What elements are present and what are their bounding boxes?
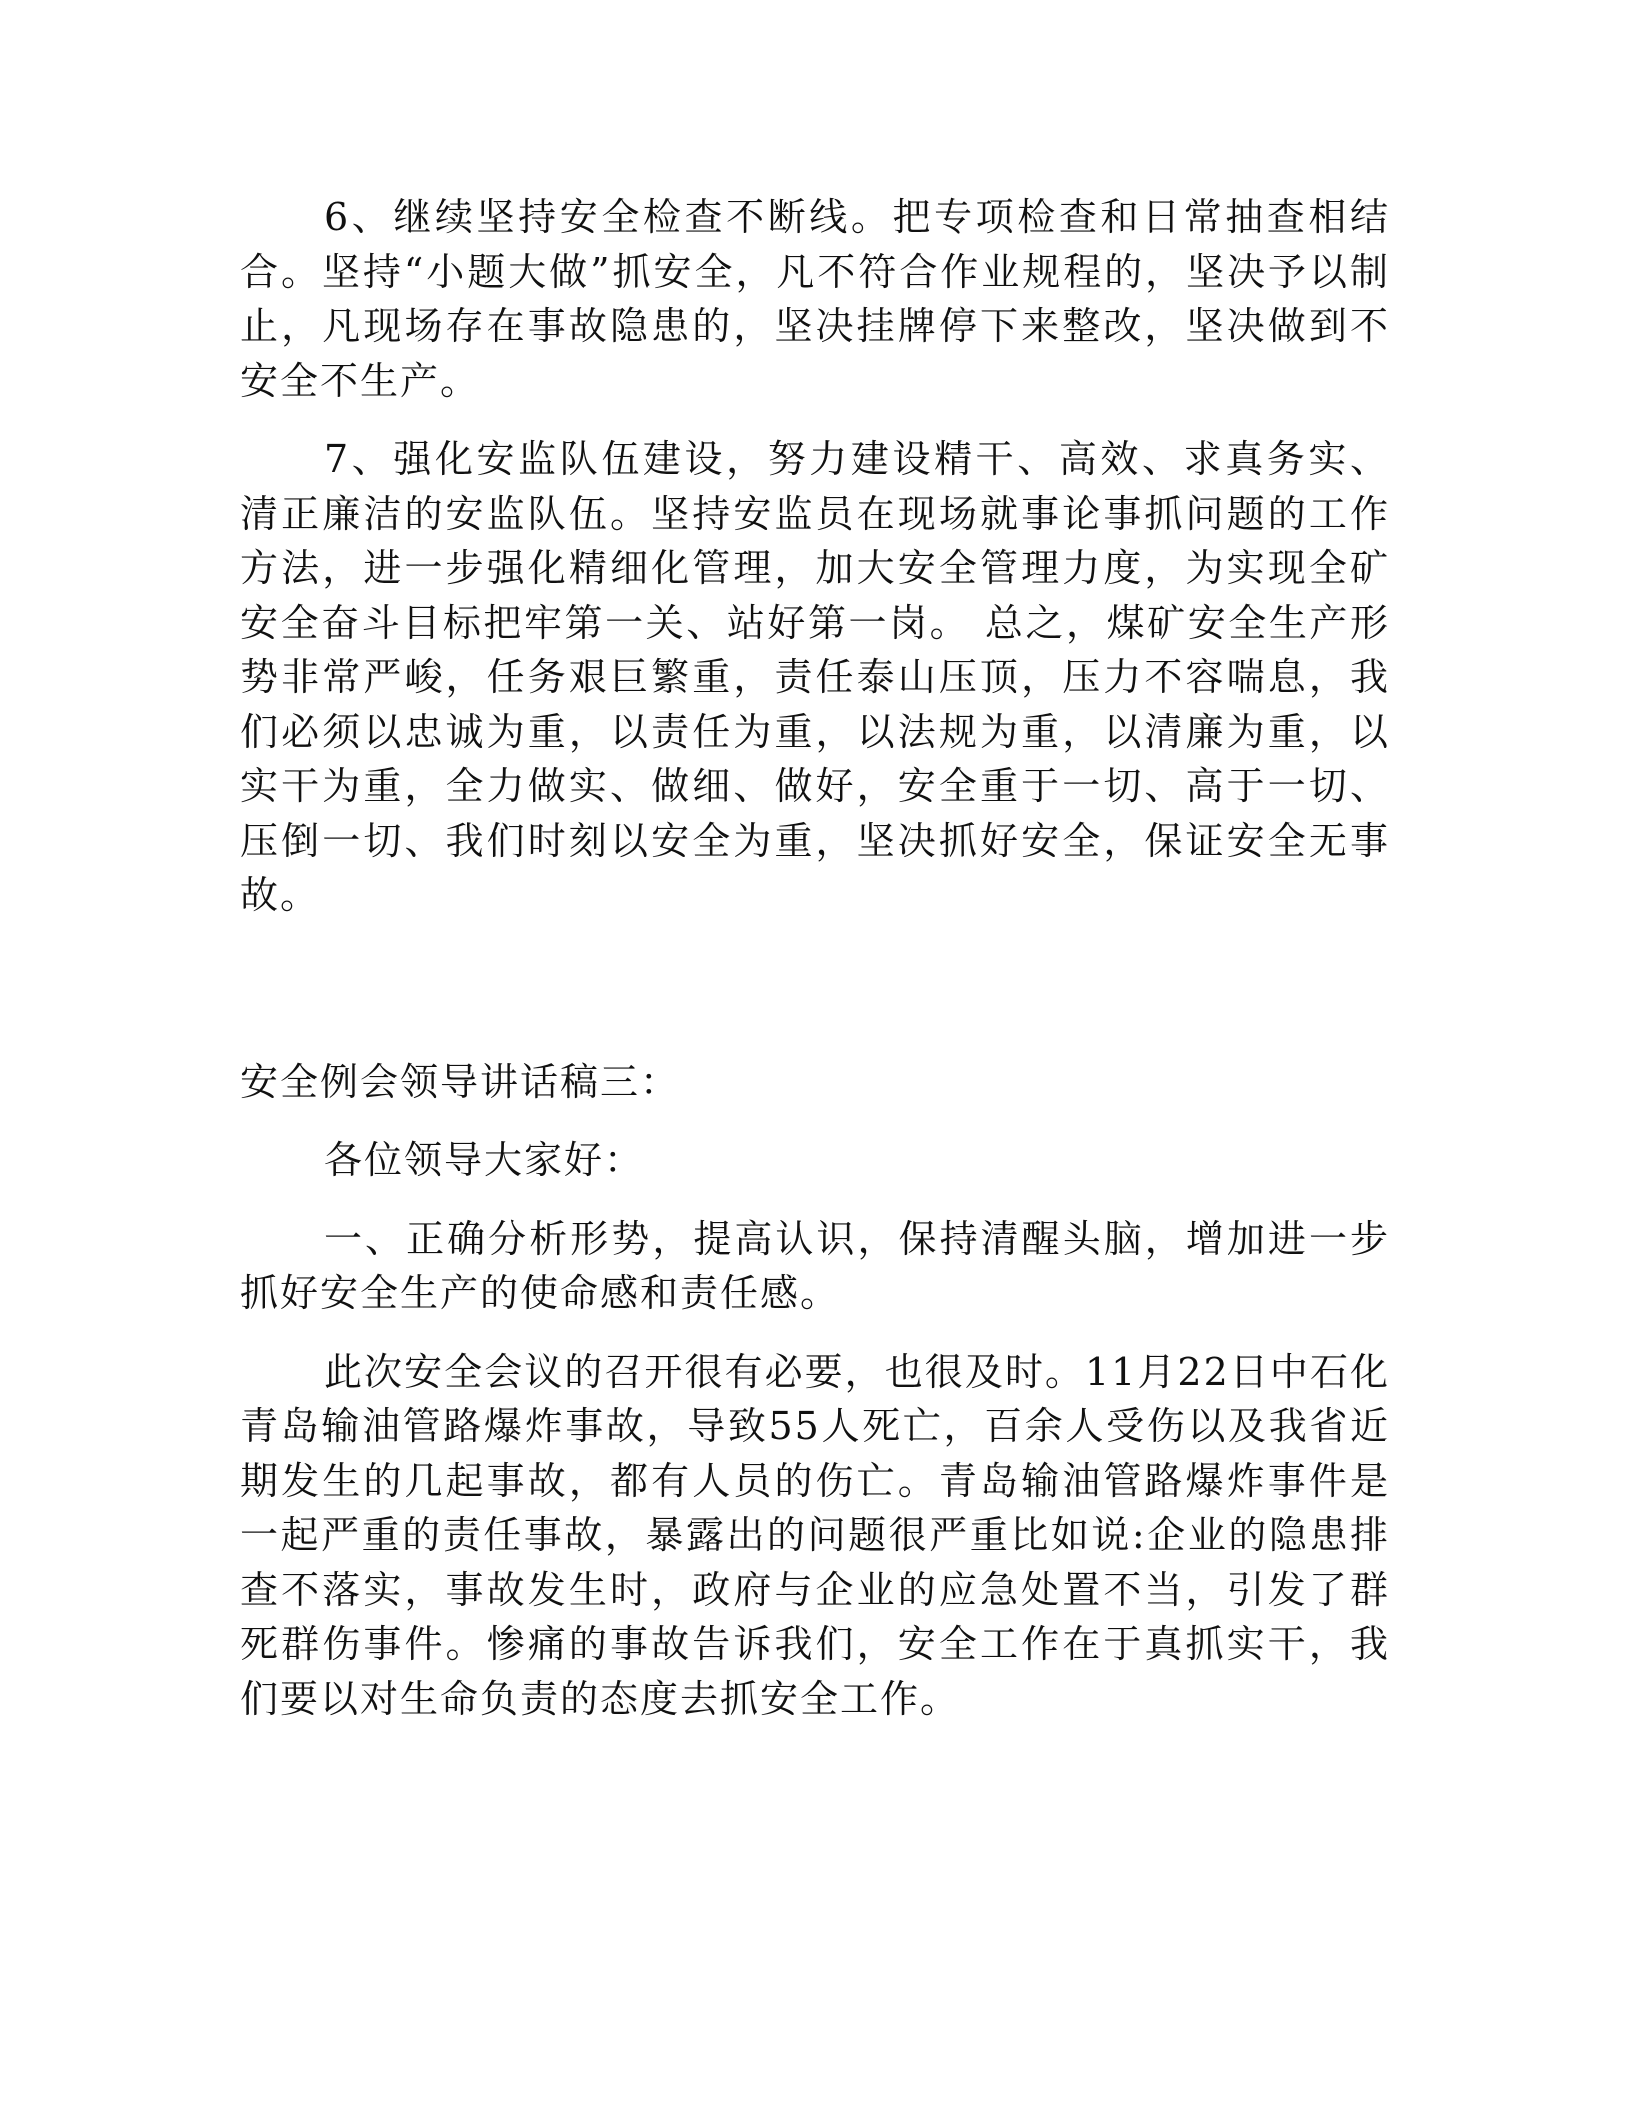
paragraph-meeting-necessity: 此次安全会议的召开很有必要，也很及时。11月22日中石化青岛输油管路爆炸事故，导致55人死亡，百余人受伤以及我省近期发生的几起事故，都有人员的伤亡。青岛输油管路爆炸事件是一起严重的责任事故，暴露出的问题很严重比如说:企业的隐患排查不落实，事故发生时，政府与企业的应急处置不当，引发了群死群伤事件。惨痛的事故告诉我们，安全工作在于真抓实干，我们要以对生命负责的态度去抓安全工作。 [240, 1349, 1390, 1721]
paragraph-item-7: 7、强化安监队伍建设，努力建设精干、高效、求真务实、清正廉洁的安监队伍。坚持安监员在现场就事论事抓问题的工作方法，进一步强化精细化管理，加大安全管理力度，为实现全矿安全奋斗目标把牢第一关、站好第一岗。 总之，煤矿安全生产形势非常严峻，任务艰巨繁重，责任泰山压顶，压力不容喘息，我们必须以忠诚为重，以责任为重，以法规为重，以清廉为重，以实干为重，全力做实、做细、做好，安全重于一切、高于一切、压倒一切、我们时刻以安全为重，坚决抓好安全，保证安全无事故。 [240, 437, 1390, 917]
greeting: 各位领导大家好： [324, 1138, 645, 1182]
paragraph-section-one: 一、正确分析形势，提高认识，保持清醒头脑，增加进一步抓好安全生产的使命感和责任感。 [240, 1216, 1390, 1315]
section-heading: 安全例会领导讲话稿三： [240, 1059, 681, 1104]
document-page [240, 190, 1390, 1726]
paragraph-item-6: 6、继续坚持安全检查不断线。把专项检查和日常抽查相结合。坚持“小题大做”抓安全，凡不符合作业规程的，坚决予以制止，凡现场存在事故隐患的，坚决挂牌停下来整改，坚决做到不安全不生产。 [240, 195, 1390, 403]
